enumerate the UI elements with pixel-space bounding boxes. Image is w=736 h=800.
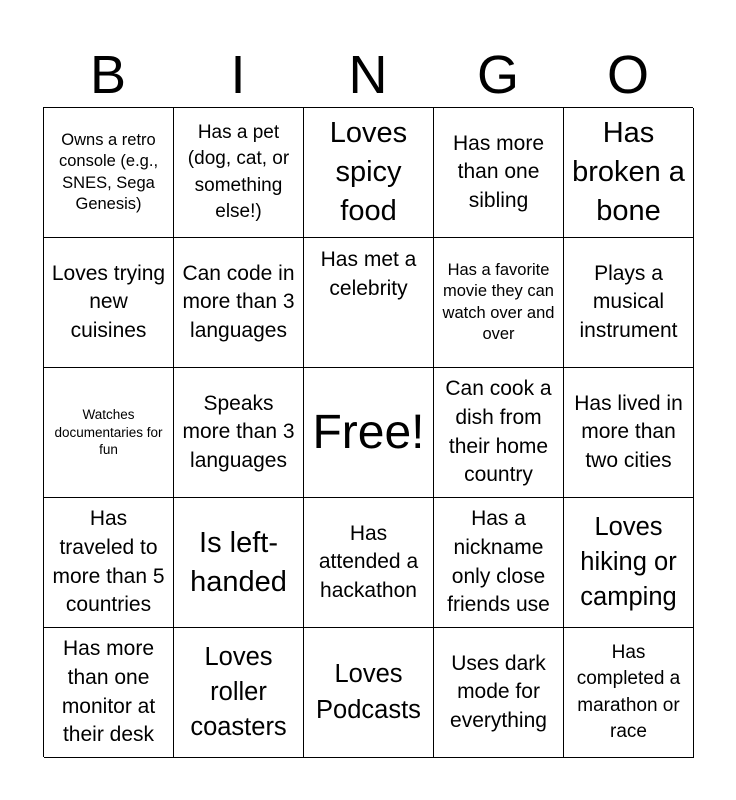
bingo-cell[interactable]: Has attended a hackathon (304, 498, 434, 628)
header-letter-g: G (476, 45, 519, 105)
bingo-cell[interactable]: Owns a retro console (e.g., SNES, Sega Genesis) (44, 108, 174, 238)
bingo-cell[interactable]: Has more than one monitor at their desk (44, 628, 174, 758)
bingo-cell[interactable]: Has completed a marathon or race (564, 628, 694, 758)
bingo-cell[interactable]: Speaks more than 3 languages (174, 368, 304, 498)
bingo-cell[interactable]: Loves Podcasts (304, 628, 434, 758)
bingo-cell[interactable]: Has a nickname only close friends use (434, 498, 564, 628)
bingo-cell[interactable]: Has met a celebrity (304, 238, 434, 368)
bingo-cell[interactable]: Loves spicy food (304, 108, 434, 238)
bingo-cell[interactable]: Can cook a dish from their home country (434, 368, 564, 498)
bingo-header (43, 42, 693, 108)
bingo-cell[interactable]: Loves roller coasters (174, 628, 304, 758)
header-letter-b: B (89, 45, 127, 105)
bingo-cell[interactable]: Has a pet (dog, cat, or something else!) (174, 108, 304, 238)
bingo-cell[interactable]: Has traveled to more than 5 countries (44, 498, 174, 628)
bingo-cell[interactable]: Has broken a bone (564, 108, 694, 238)
bingo-cell[interactable]: Is left-handed (174, 498, 304, 628)
bingo-card-grid (43, 107, 693, 757)
bingo-cell[interactable]: Uses dark mode for everything (434, 628, 564, 758)
bingo-cell[interactable]: Can code in more than 3 languages (174, 238, 304, 368)
bingo-cell[interactable]: Has more than one sibling (434, 108, 564, 238)
bingo-cell[interactable]: Has lived in more than two cities (564, 368, 694, 498)
bingo-cell[interactable]: Loves hiking or camping (564, 498, 694, 628)
bingo-cell[interactable]: Plays a musical instrument (564, 238, 694, 368)
bingo-cell[interactable]: Loves trying new cuisines (44, 238, 174, 368)
bingo-cell[interactable]: Has a favorite movie they can watch over and over (434, 238, 564, 368)
bingo-free-space[interactable]: Free! (304, 368, 434, 498)
header-letter-o: O (606, 45, 649, 105)
bingo-cell[interactable]: Watches documentaries for fun (44, 368, 174, 498)
header-letter-i: I (230, 45, 246, 105)
header-letter-n: N (348, 45, 388, 105)
